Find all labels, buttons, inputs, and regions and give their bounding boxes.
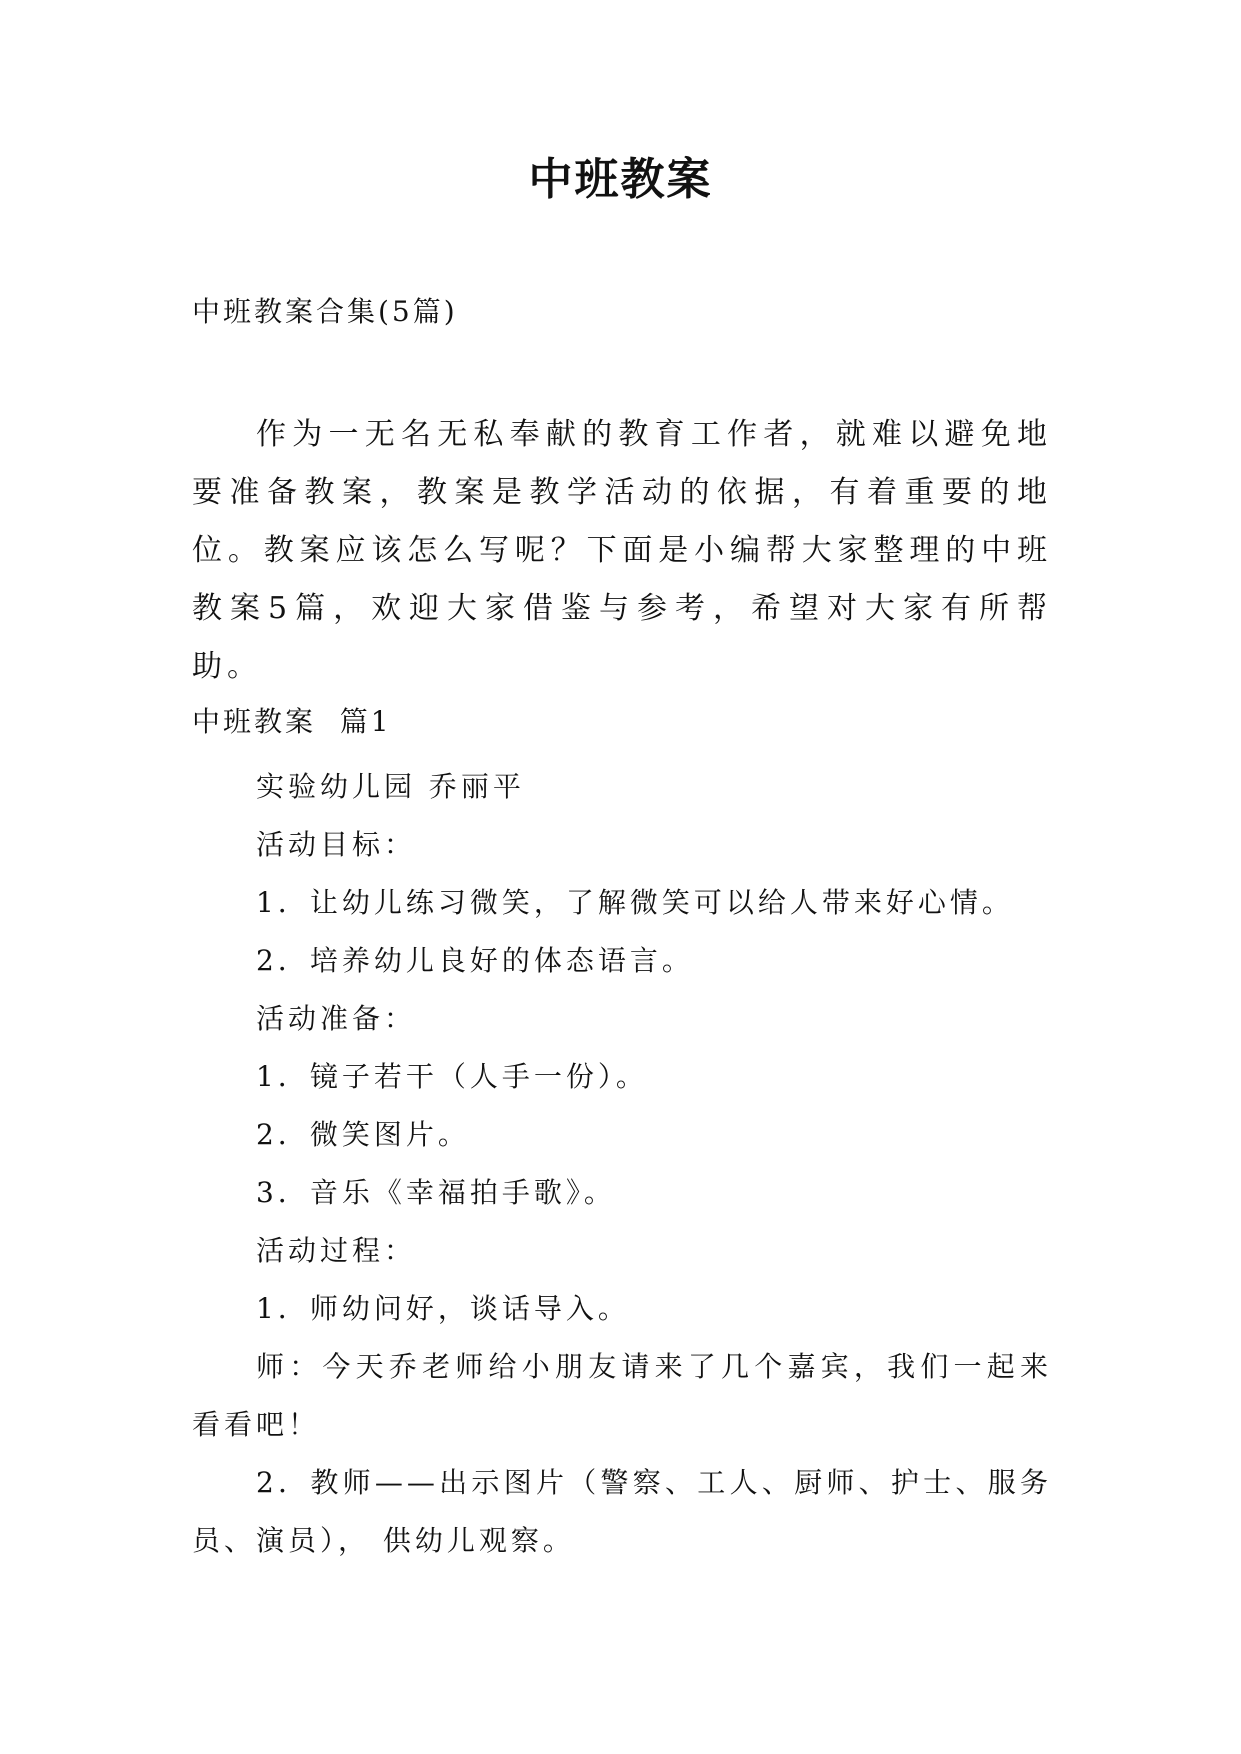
heading-activity-prep: 活动准备： (256, 1002, 417, 1035)
teacher-dialogue-paragraph: 师：今天乔老师给小朋友请来了几个嘉宾，我们一起来看看吧！ (192, 1350, 1052, 1441)
heading-activity-goals: 活动目标： (256, 828, 417, 861)
prep-item-3: 3．音乐《幸福拍手歌》。 (256, 1176, 616, 1209)
goal-item-1: 1．让幼儿练习微笑，了解微笑可以给人带来好心情。 (256, 886, 1014, 919)
section-title: 中班教案 篇1 (192, 705, 392, 738)
prep-item-1: 1．镜子若干（人手一份）。 (256, 1060, 648, 1093)
prep-item-2: 2．微笑图片。 (256, 1118, 470, 1151)
goal-item-2: 2．培养幼儿良好的体态语言。 (256, 944, 694, 977)
author-line: 实验幼儿园 乔丽平 (256, 770, 525, 803)
process-item-2-paragraph: 2．教师——出示图片（警察、工人、厨师、护士、服务员、演员）， 供幼儿观察。 (192, 1466, 1052, 1557)
intro-paragraph: 作为一无名无私奉献的教育工作者，就难以避免地要准备教案，教案是教学活动的依据，有着重要的地位。教案应该怎么写呢？下面是小编帮大家整理的中班教案5篇，欢迎大家借鉴与参考，希望对大家有所帮助。 (192, 417, 1052, 684)
heading-activity-process: 活动过程： (256, 1234, 417, 1267)
lesson-body (192, 758, 1052, 1570)
process-item-1: 1．师幼问好，谈话导入。 (256, 1292, 630, 1325)
document-title: 中班教案 (528, 154, 713, 205)
document-subtitle: 中班教案合集(5篇) (192, 295, 458, 328)
